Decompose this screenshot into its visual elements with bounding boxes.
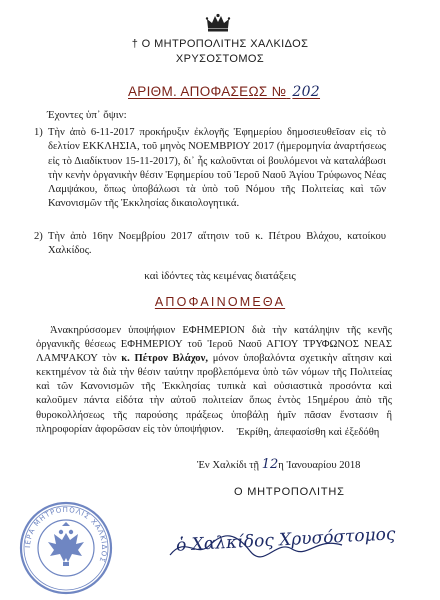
decision-label: ΑΡΙΘΜ. ΑΠΟΦΑΣΕΩΣ №	[128, 84, 287, 99]
decision-number-heading	[128, 84, 320, 100]
dateline-suffix: η Ἰανουαρίου 2018	[278, 460, 361, 471]
list-item-number: 2)	[34, 231, 43, 242]
metropolis-seal-icon	[18, 500, 114, 596]
candidate-name: κ. Πέτρον Βλάχον,	[121, 353, 208, 365]
signer-title: Ο ΜΗΤΡΟΠΟΛΙΤΗΣ	[234, 486, 345, 498]
dateline	[197, 457, 360, 472]
body-text-part1: Ἀνακηρύσσομεν ὑποψήφιον ΕΦΗΜΕΡΙΟΝ διὰ τὴν κατάληψιν τῆς κενῆς ὀργανικῆς θέσεως ΕΦΗΜΕΡΙΟΥ τοῦ Ἱεροῦ Ναοῦ ΑΓΙΟΥ ΤΡΥΦΩΝΟΣ ΝΕΑΣ ΛΑΜΨΑΚΟΥ τὸν	[36, 325, 392, 365]
metropolitan-title: † Ο ΜΗΤΡΟΠΟΛΙΤΗΣ ΧΑΛΚΙΔΟΣ	[131, 38, 309, 50]
provisions-text: καὶ ἰδόντες τὰς κειμένας διατάξεις	[144, 270, 296, 282]
seal-text: ΙΕΡΑ ΜΗΤΡΟΠΟΛΙΣ ΧΑΛΚΙΔΟΣ	[23, 505, 109, 564]
handwritten-signature: ὁ Χαλκίδος Χρυσόστομος	[175, 524, 396, 556]
dateline-prefix: Ἐν Χαλκίδι τῇ	[197, 460, 260, 471]
announcement-heading: ΑΠΟΦΑΙΝΟΜΕΘΑ	[154, 295, 286, 309]
body-text-part2: μόνον ὑποβαλόντα σχετικὴν αἴτησιν καὶ κεκτημένον τὰ διὰ τὴν θέσιν ταύτην προβλεπόμενα ὑπὸ τῶν νόμων τῆς Πολιτείας καὶ τῶν Κανονισμῶν τῆς Ἐκκλησίας τυπικὰ καὶ οὐσιαστικὰ προσόντα καὶ καλοῦμεν πάντα εἰδότα τὴν αὐτοῦ πολιτείαν ὅπως ἐντὸς 15ημέρου ἀπὸ τῆς θυροκολλήσεως τῆς παρούσης πράξεως ὑποβάλῃ ἡμῖν πᾶσαν ἔνστασιν ἢ πληροφορίαν ἀφορῶσαν εἰς τὸν ὑποψήφιον.	[36, 353, 393, 435]
decision-body	[36, 324, 392, 437]
crown-emblem-icon	[205, 13, 231, 33]
dateline-day: 12	[261, 457, 279, 472]
list-item-text: Τὴν ἀπὸ 16ην Νοεμβρίου 2017 αἴτησιν τοῦ κ. Πέτρου Βλάχου, κατοίκου Χαλκίδος.	[48, 231, 386, 257]
closing-formula: Ἐκρίθη, ἀπεφασίσθη καὶ ἐξεδόθη	[236, 427, 380, 438]
list-item	[34, 126, 386, 212]
decision-number: 202	[292, 84, 321, 100]
intro-text: Έχοντες ὑπ᾽ ὄψιν:	[47, 109, 127, 121]
list-item	[34, 230, 386, 259]
metropolitan-name: ΧΡΥΣΟΣΤΟΜΟΣ	[175, 53, 265, 65]
list-item-text: Τὴν ἀπὸ 6-11-2017 προκήρυξιν ἐκλογῆς Ἐφημερίου δημοσιευθεῖσαν εἰς τὸ δελτίον ΕΚΚΛΗΣΙΑ, τοῦ μηνὸς ΝΟΕΜΒΡΙΟΥ 2017 (ἡμερομηνία ἀναρτήσεως εἰς τὸ Διαδίκτυον 15-11-2017), δι᾽ ἧς καλοῦνται οἱ βουλόμενοι νὰ καταλάβωσι τὴν κενὴν ὀργανικὴν θέσιν Ἐφημερίου τοῦ Ἱεροῦ Ναοῦ Ἁγίου Τρύφωνος Νέας Λαμψάκου, ὅπως ὑποβάλωσι τὰ ὑπὸ τοῦ Νόμου τῆς Πολιτείας καὶ τῶν Κανονισμῶν τῆς Ἐκκλησίας δικαιολογητικά.	[48, 127, 386, 210]
list-item-number: 1)	[34, 127, 43, 138]
